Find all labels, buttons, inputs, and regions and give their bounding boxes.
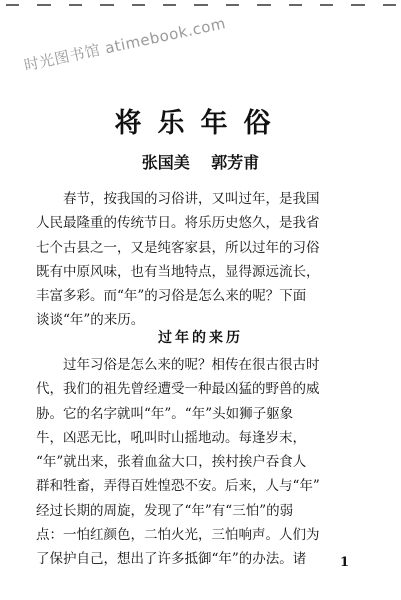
text-line: 代，我们的祖先曾经遭受一种最凶猛的野兽的威 [36,381,320,398]
header-dash [163,4,176,6]
header-dash [132,4,145,6]
author-name: 郭芳甫 [211,153,260,172]
page-number: 1 [340,555,350,570]
header-dash [194,4,207,6]
text-line: “年”就出来，张着血盆大口，挨村挨户吞食人 [36,454,307,471]
header-dash [351,4,364,6]
author-name: 张国美 [141,153,190,172]
text-line: 春节，按我国的习俗讲，又叫过年，是我国 [63,191,320,207]
article-title: 将乐年俗 [114,108,287,139]
intro-paragraph [36,187,366,333]
text-line: 人民最隆重的传统节日。将乐历史悠久，是我省 [36,215,320,232]
header-dash [37,4,50,6]
authors [0,150,401,173]
text-line: 牛，凶恶无比，吼叫时山摇地动。每逢岁末， [36,429,306,446]
section-heading: 过年的来历 [158,330,243,346]
text-line: 胁。它的名字就叫“年”。“年”头如狮子躯象 [36,405,294,422]
text-line: 群和牲畜，弄得百姓惶恐不安。后来，人与“年” [36,478,320,495]
header-dash [320,4,333,6]
header-dash [6,4,19,6]
text-line: 经过长期的周旋，发现了“年”有“三怕”的弱 [36,502,294,519]
text-line: 了保护自己，想出了许多抵御“年”的办法。诸 [36,551,307,568]
text-line: 七个古县之一，又是纯客家县，所以过年的习俗 [36,239,320,256]
watermark: 时光图书馆 atimebook.com [22,14,228,75]
section-paragraph [36,353,366,572]
text-line: 丰富多彩。而“年”的习俗是怎么来的呢？下面 [36,288,307,305]
header-dash [69,4,82,6]
header-dashes [6,4,396,10]
header-dash [226,4,239,6]
text-line: 过年习俗是怎么来的呢？相传在很古很古时 [63,357,320,373]
text-line: 谈谈“年”的来历。 [36,312,145,329]
text-line: 既有中原风味，也有当地特点，显得源远流长， [36,263,320,280]
header-dash [100,4,113,6]
header-dash [383,4,396,6]
text-line: 点：一怕红颜色，二怕火光，三怕响声。人们为 [36,527,320,544]
